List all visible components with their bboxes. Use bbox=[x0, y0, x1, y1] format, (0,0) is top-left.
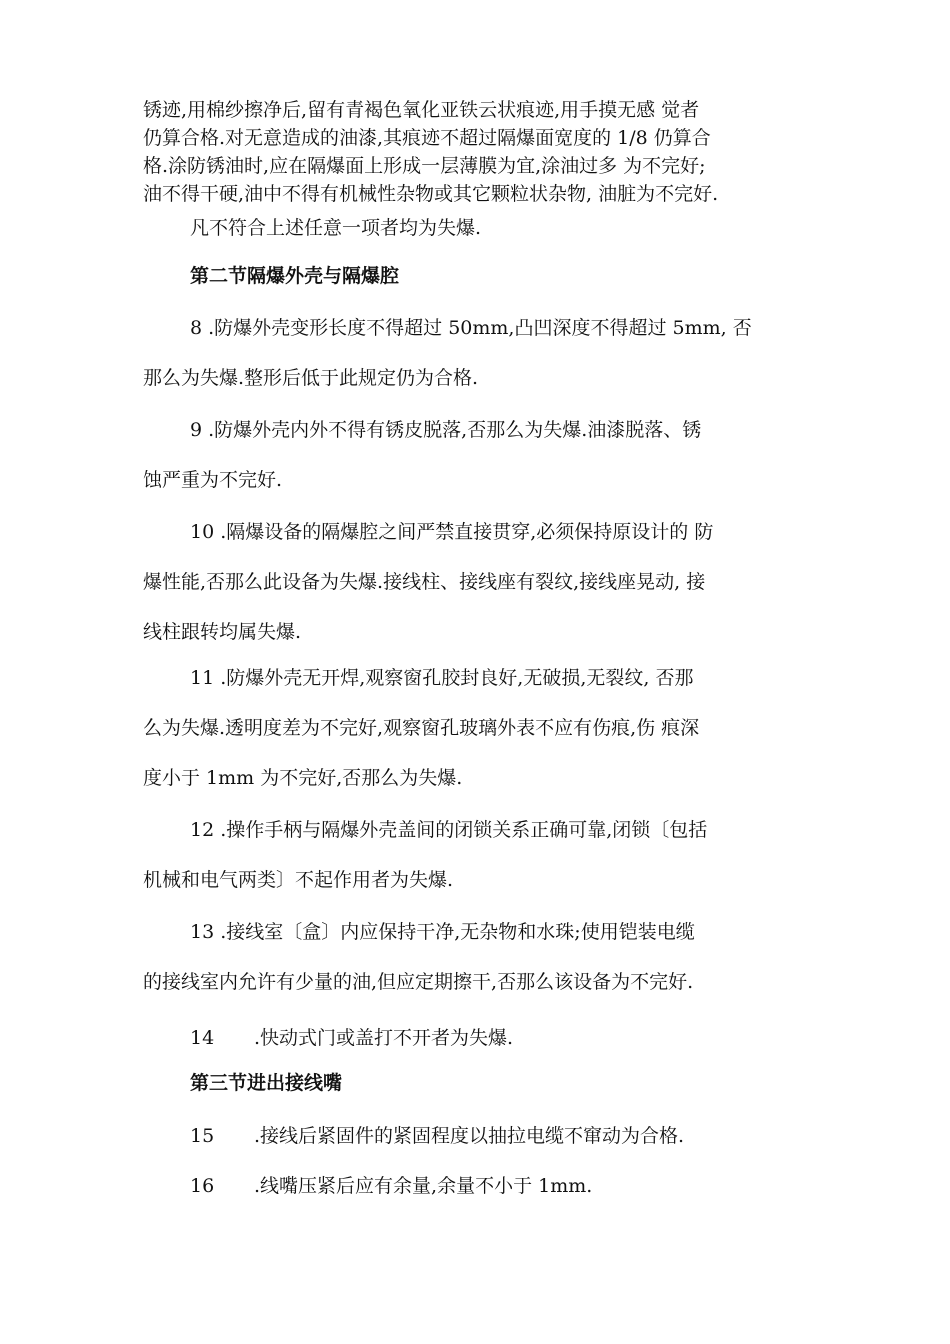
paragraph-summary: 凡不符合上述任意一项者均为失爆. bbox=[190, 217, 482, 239]
paragraph-item-13 bbox=[143, 907, 833, 1007]
paragraph-item-12 bbox=[143, 805, 833, 905]
paragraph-item-14 bbox=[190, 1024, 880, 1052]
text-line: 蚀严重为不完好. bbox=[143, 469, 283, 491]
text-line: 13 .接线室〔盒〕内应保持干净,无杂物和水珠;使用铠装电缆 bbox=[190, 921, 695, 943]
text-line: 锈迹,用棉纱擦净后,留有青褐色氧化亚铁云状痕迹,用手摸无感 觉者 bbox=[143, 99, 700, 121]
text-line: 10 .隔爆设备的隔爆腔之间严禁直接贯穿,必须保持原设计的 防 bbox=[190, 521, 714, 543]
text-line: 格.涂防锈油时,应在隔爆面上形成一层薄膜为宜,涂油过多 为不完好; bbox=[143, 155, 706, 177]
text-line: 仍算合格.对无意造成的油漆,其痕迹不超过隔爆面宽度的 1/8 仍算合 bbox=[143, 127, 711, 149]
paragraph-item-9 bbox=[143, 405, 833, 505]
text-line: 11 .防爆外壳无开焊,观察窗孔胶封良好,无破损,无裂纹, 否那 bbox=[190, 667, 694, 689]
text-line: 线柱跟转均属失爆. bbox=[143, 621, 302, 643]
text-line: 度小于 1mm 为不完好,否那么为失爆. bbox=[143, 767, 463, 789]
paragraph-item-8 bbox=[143, 303, 833, 403]
paragraph-item-10 bbox=[143, 507, 833, 657]
item-text: .快动式门或盖打不开者为失爆. bbox=[254, 1027, 514, 1049]
text-line: 8 .防爆外壳变形长度不得超过 50mm,凸凹深度不得超过 5mm, 否 bbox=[190, 317, 752, 339]
item-number: 14 bbox=[190, 1027, 215, 1049]
text-line: 12 .操作手柄与隔爆外壳盖间的闭锁关系正确可靠,闭锁〔包括 bbox=[190, 819, 708, 841]
text-line: 那么为失爆.整形后低于此规定仍为合格. bbox=[143, 367, 479, 389]
text-line: 爆性能,否那么此设备为失爆.接线柱、接线座有裂纹,接线座晃动, 接 bbox=[143, 571, 706, 593]
item-text: .接线后紧固件的紧固程度以抽拉电缆不窜动为合格. bbox=[254, 1125, 685, 1147]
paragraph-intro bbox=[143, 96, 833, 208]
paragraph-item-16 bbox=[190, 1172, 880, 1200]
section-heading-2: 第二节隔爆外壳与隔爆腔 bbox=[190, 265, 400, 287]
text-line: 机械和电气两类〕不起作用者为失爆. bbox=[143, 869, 454, 891]
text-line: 么为失爆.透明度差为不完好,观察窗孔玻璃外表不应有伤痕,伤 痕深 bbox=[143, 717, 700, 739]
item-text: .线嘴压紧后应有余量,余量不小于 1mm. bbox=[254, 1175, 593, 1197]
paragraph-item-11 bbox=[143, 653, 833, 803]
section-heading-3: 第三节进出接线嘴 bbox=[190, 1072, 343, 1094]
item-number: 15 bbox=[190, 1125, 215, 1147]
paragraph-item-15 bbox=[190, 1122, 880, 1150]
text-line: 的接线室内允许有少量的油,但应定期擦干,否那么该设备为不完好. bbox=[143, 971, 694, 993]
text-line: 油不得干硬,油中不得有机械性杂物或其它颗粒状杂物, 油脏为不完好. bbox=[143, 183, 719, 205]
item-number: 16 bbox=[190, 1175, 215, 1197]
text-line: 9 .防爆外壳内外不得有锈皮脱落,否那么为失爆.油漆脱落、锈 bbox=[190, 419, 702, 441]
